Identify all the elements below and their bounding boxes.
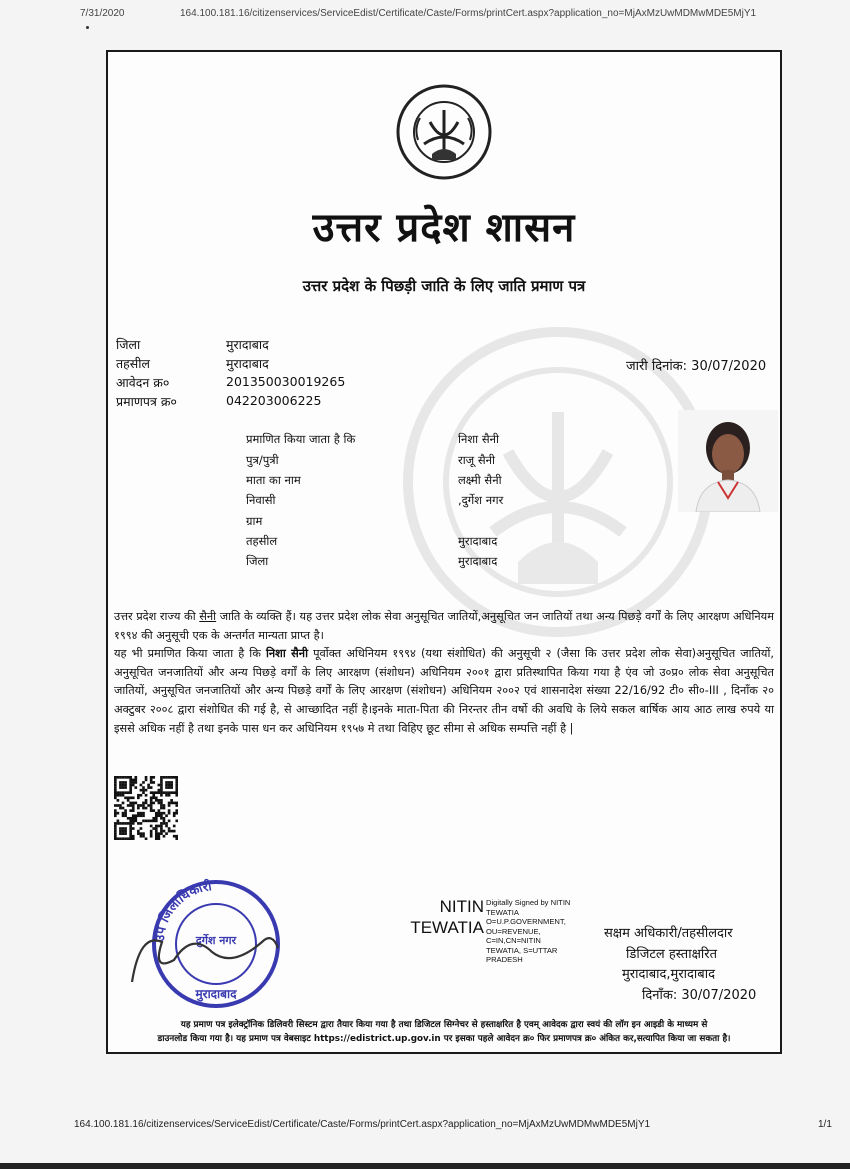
signatory-location: मुरादाबाद,मुरादाबाद [622,967,715,982]
person-tehsil-value: मुरादाबाद [458,534,498,548]
body-p1-a: उत्तर प्रदेश राज्य की [114,610,200,623]
meta-application-value: 201350030019265 [226,374,346,389]
body-p2-b: पूर्वोक्त अधिनियम १९९४ (यथा संशोधित) की अनुसूची २ (जैसा कि उत्तर प्रदेश लोक सेवा)अनुसूचित जातियों, अनुसूचित जनजातियों और अन्य पिछड़े वर्गों के लिए आरक्षण (संशोधन) अधिनियम २००१ द्वारा प्रतिस्थापित किया गया है एंव जो उ०प्र० लोक सेवा अनुसूचित जातियों, अनुसूचित जनजातियों और अन्य पिछड़े वर्गों के लिए आरक्षण (संशोधन) अधिनियम २००२ एवं शासनादेश संख्या 22/16/92 टी० सी०-III , दिनाँक २० अक्टुबर २००८ द्वारा संशोधित की गई है, से आच्छादित नहीं है।इनके माता-पिता की निरन्तर तीन वर्षो की अवधि के लिये सकल बार्षिक आय आठ लाख रुपये या इससे अधिक नहीं है तथा इनके पास धन कर अधिनियम १९५७ मे तथा विहिए छूट सीमा से अधिक सम्पत्ति नहीं है | [114,647,774,735]
footer-print-url: 164.100.181.16/citizenservices/ServiceEdist/Certificate/Caste/Forms/printCert.aspx?application_no=MjAxMzUwMDMwMDE5MjY1 [74,1119,651,1130]
signatory-digital-note: डिजिटल हस्ताक्षरित [626,946,717,962]
meta-tehsil-value: मुरादाबाद [226,356,269,371]
signatory-designation: सक्षम अधिकारी/तहसीलदार [604,926,733,941]
qr-code [114,776,178,840]
sig-detail-line: Digitally Signed by NITIN [486,898,571,907]
village-label: ग्राम [246,514,263,528]
body-p1-b: जाति के व्यक्ति हैं। यह उत्तर प्रदेश लोक सेवा अनुसूचित जातियों,अनुसूचित जन जातियों तथा अन्य पिछड़े वर्गों के लिए आरक्षण अधिनियम १९९४ की अनुसूची एक के अन्तर्गत मान्यता प्राप्त है। [114,610,774,642]
sig-detail-line: PRADESH [486,955,523,964]
sig-detail-line: TEWATIA, S=UTTAR [486,945,558,955]
certificate-frame [106,50,782,1054]
signatory-block [604,924,756,1006]
resident-label: निवासी [246,493,276,507]
person-tehsil-label: तहसील [246,534,278,548]
footer-note [112,1018,776,1046]
sig-detail-line: OU=REVENUE, [486,926,541,936]
signer-name-line2: TEWATIA [410,918,484,937]
meta-district-label: जिला [116,337,141,352]
son-daughter-label: पुत्र/पुत्री [246,453,279,467]
margin-dot [86,26,89,29]
sig-detail-line: TEWATIA [486,907,519,917]
certificate-body [114,608,774,738]
certified-label: प्रमाणित किया जाता है कि [246,432,356,446]
scan-edge [0,1163,850,1169]
official-seal [122,872,282,1012]
page-number: 1/1 [818,1119,832,1130]
signatory-date: दिनाँक: 30/07/2020 [642,987,757,1003]
issue-date: जारी दिनांक: 30/07/2020 [626,359,767,374]
signer-name-line1: NITIN [439,897,484,916]
meta-certificate-label: प्रमाणपत्र क्र० [116,394,177,409]
digital-signature-details [486,898,596,965]
body-name: निशा सैनी [265,647,309,661]
meta-certificate-value: 042203006225 [226,393,322,408]
person-district-value: मुरादाबाद [458,554,498,568]
meta-application-label: आवेदन क्र० [116,375,170,390]
state-emblem-icon [394,82,494,182]
applicant-photo [678,410,778,512]
meta-tehsil-label: तहसील [116,356,150,371]
person-district-label: जिला [246,554,269,568]
certified-value: निशा सैनी [458,432,499,446]
resident-value: ,दुर्गेश नगर [458,493,504,507]
digital-signer-name [392,896,484,938]
footer-line1: यह प्रमाण पत्र इलेक्ट्रॉनिक डिलिवरी सिस्टम द्वारा तैयार किया गया है तथा डिजिटल सिग्नेचर से हस्ताक्षरित है एवम् आवेदक द्वारा स्वयं की लॉग इन आइडी के माध्यम से [180,1020,708,1030]
sig-detail-line: O=U.P.GOVERNMENT, [486,917,566,926]
seal-center-text: दुर्गेश नगर [195,934,237,947]
seal-ring-text: उप जिलाधिकारी [152,879,213,943]
certificate-subtitle: उत्तर प्रदेश के पिछड़ी जाति के लिए जाति प्रमाण पत्र [302,277,586,295]
body-caste: सैनी [199,610,217,623]
sig-detail-line: C=IN,CN=NITIN [486,936,541,945]
body-p2-a: यह भी प्रमाणित किया जाता है कि [114,647,266,661]
footer-line2: डाउनलोड किया गया है। यह प्रमाण पत्र वेबसाइट https://edistrict.up.gov.in पर इसका पहले आवेदन क्र० फिर प्रमाणपत्र क्र० अंकित कर,सत्यापित किया जा सकता है। [157,1034,731,1044]
meta-district-value: मुरादाबाद [226,337,269,352]
print-date: 7/31/2020 [80,8,125,19]
print-url: 164.100.181.16/citizenservices/ServiceEdist/Certificate/Caste/Forms/printCert.aspx?application_no=MjAxMzUwMDMwMDE5MjY1 [180,8,757,19]
page-title: उत्तर प्रदेश शासन [312,205,576,251]
mother-label: माता का नाम [246,473,301,487]
seal-bottom-text: मुरादाबाद [195,987,237,1001]
son-daughter-value: राजू सैनी [458,453,496,467]
mother-value: लक्ष्मी सैनी [458,473,502,487]
